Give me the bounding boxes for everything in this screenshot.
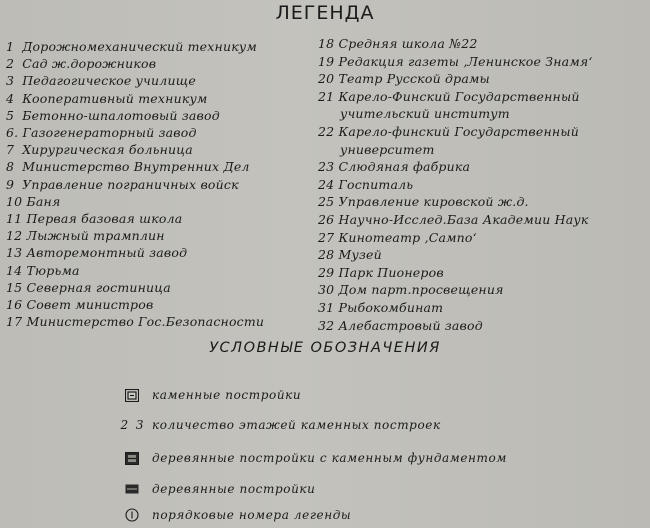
legend-item-text: Редакция газеты ‚Ленинское Знамя‘ — [338, 53, 593, 69]
circled-number-icon — [112, 508, 152, 522]
legend-item-number: 15 — [6, 279, 23, 295]
legend-item — [318, 53, 648, 71]
legend-item-text: Музей — [338, 247, 382, 263]
legend-item-number: 20 — [318, 71, 335, 87]
legend-item-number: 32 — [318, 317, 335, 333]
legend-item-number: 27 — [318, 229, 335, 245]
legend-item — [6, 176, 306, 193]
legend-item — [6, 296, 306, 313]
legend-item-text: Совет министров — [26, 297, 154, 313]
legend-item — [6, 262, 306, 279]
legend-item-number: 25 — [318, 194, 335, 210]
legend-item — [6, 279, 306, 296]
legend-item-text: Бетонно-шпалотовый завод — [22, 107, 220, 123]
legend-item-number: 12 — [6, 228, 23, 244]
legend-item-text: Авторемонтный завод — [26, 245, 188, 261]
wooden-building-icon — [112, 484, 152, 494]
symbol-label: деревянные постройки с каменным фундаментом — [152, 451, 507, 465]
legend-item-number: 30 — [318, 282, 335, 298]
symbols-title: УСЛОВНЫЕ ОБОЗНАЧЕНИЯ — [209, 340, 441, 356]
legend-item-text: Первая базовая школа — [26, 211, 183, 227]
legend-item-text: Управление пограничных войск — [22, 176, 239, 192]
legend-item — [6, 107, 306, 124]
legend-item-text: Хирургическая больница — [22, 142, 193, 158]
legend-item-text: Газогенераторный завод — [22, 125, 197, 141]
wooden-stone-foundation-icon — [112, 452, 152, 465]
legend-item-text: Рыбокомбинат — [338, 299, 444, 315]
legend-item-number: 28 — [318, 247, 335, 263]
legend-item-text: Карело-Финский Государственный — [338, 88, 580, 104]
symbol-label: количество этажей каменных построек — [152, 418, 441, 432]
floor-count-sample — [112, 418, 152, 432]
legend-item — [6, 227, 306, 244]
legend-item-text: Педагогическое училище — [22, 73, 197, 89]
legend-item-text: Управление кировской ж.д. — [338, 194, 529, 210]
legend-item-number: 24 — [318, 176, 335, 192]
floor-count-values: 2 3 — [120, 418, 146, 432]
legend-item-number: 16 — [6, 297, 23, 313]
symbol-row-stone — [112, 384, 301, 406]
legend-item-text: Сад ж.дорожников — [22, 56, 157, 72]
legend-item-number: 14 — [6, 262, 23, 278]
symbol-row-floors — [112, 414, 441, 436]
legend-item-number: 29 — [318, 264, 335, 280]
legend-item-number: 23 — [318, 159, 335, 175]
legend-item-text: Дом парт.просвещения — [338, 282, 504, 298]
legend-item — [318, 211, 648, 229]
legend-item-number: 5 — [6, 107, 15, 123]
legend-item-text: Дорожномеханический техникум — [22, 39, 257, 54]
legend-item-text: Алебастровый завод — [338, 317, 483, 333]
legend-item — [318, 35, 648, 53]
legend-item-number: 18 — [318, 36, 335, 51]
legend-item-number: 31 — [318, 299, 335, 315]
legend-item — [318, 264, 648, 282]
legend-item — [318, 123, 648, 158]
legend-item-text: Парк Пионеров — [338, 264, 444, 280]
symbol-label: деревянные постройки — [152, 482, 316, 496]
legend-item-number: 19 — [318, 53, 335, 69]
legend-list-right — [318, 35, 648, 334]
legend-item — [6, 313, 306, 330]
legend-item — [318, 70, 648, 88]
legend-item-number: 9 — [6, 176, 15, 192]
legend-item-text: Карело-финский Государственный — [338, 123, 579, 139]
legend-item-number: 13 — [6, 245, 23, 261]
legend-item-number: 8 — [6, 159, 15, 175]
legend-item — [318, 176, 648, 194]
legend-item-continuation: учительский институт — [340, 106, 510, 122]
legend-item-number: 11 — [6, 211, 23, 227]
symbol-label: порядковые номера легенды — [152, 508, 352, 522]
legend-item — [6, 38, 306, 55]
legend-item-text: Лыжный трамплин — [26, 228, 165, 244]
legend-item-number: 1 — [6, 39, 15, 54]
legend-item — [6, 141, 306, 158]
stone-building-icon — [112, 389, 152, 402]
legend-item — [318, 246, 648, 264]
legend-title: ЛЕГЕНДА — [275, 2, 375, 24]
legend-item-number: 2 — [6, 56, 15, 72]
legend-item-number: 22 — [318, 123, 335, 139]
symbol-row-circle — [112, 504, 351, 526]
legend-item-number: 17 — [6, 314, 23, 330]
legend-item-number: 26 — [318, 211, 335, 227]
legend-item — [318, 193, 648, 211]
legend-item-number: 3 — [6, 73, 15, 89]
legend-item-text: Министерство Гос.Безопасности — [26, 314, 265, 330]
legend-item — [318, 281, 648, 299]
legend-item — [318, 317, 648, 335]
legend-item — [318, 158, 648, 176]
legend-item — [6, 55, 306, 72]
legend-item-text: Средняя школа №22 — [338, 36, 478, 51]
legend-item-text: Госпиталь — [338, 176, 414, 192]
symbol-row-wood — [112, 478, 316, 500]
legend-item — [6, 124, 306, 141]
legend-item-text: Театр Русской драмы — [338, 71, 490, 87]
legend-item-number: 7 — [6, 142, 15, 158]
legend-item-text: Кооперативный техникум — [22, 90, 208, 106]
symbol-label: каменные постройки — [152, 388, 302, 402]
legend-item-number: 21 — [318, 88, 335, 104]
legend-item — [6, 90, 306, 107]
legend-list-left — [6, 38, 306, 330]
legend-item-text: Министерство Внутренних Дел — [22, 159, 250, 175]
legend-item-text: Кинотеатр ‚Сампо‘ — [338, 229, 477, 245]
legend-item — [318, 229, 648, 247]
legend-item-number: 10 — [6, 193, 23, 209]
legend-item-text: Слюдяная фабрика — [338, 159, 471, 175]
legend-item-text: Баня — [26, 193, 61, 209]
legend-item — [318, 299, 648, 317]
legend-item — [6, 72, 306, 89]
symbol-row-wood-stone — [112, 447, 507, 469]
legend-item — [6, 193, 306, 210]
legend-item — [6, 158, 306, 175]
legend-item-text: Тюрьма — [26, 262, 80, 278]
legend-item-text: Северная гостиница — [26, 279, 171, 295]
legend-item-continuation: университет — [340, 141, 435, 157]
legend-item-number: 4 — [6, 90, 15, 106]
legend-item — [6, 210, 306, 227]
legend-item-text: Научно-Исслед.База Академии Наук — [338, 211, 589, 227]
legend-item — [318, 88, 648, 123]
legend-item-number: 6. — [6, 125, 19, 141]
legend-item — [6, 244, 306, 261]
